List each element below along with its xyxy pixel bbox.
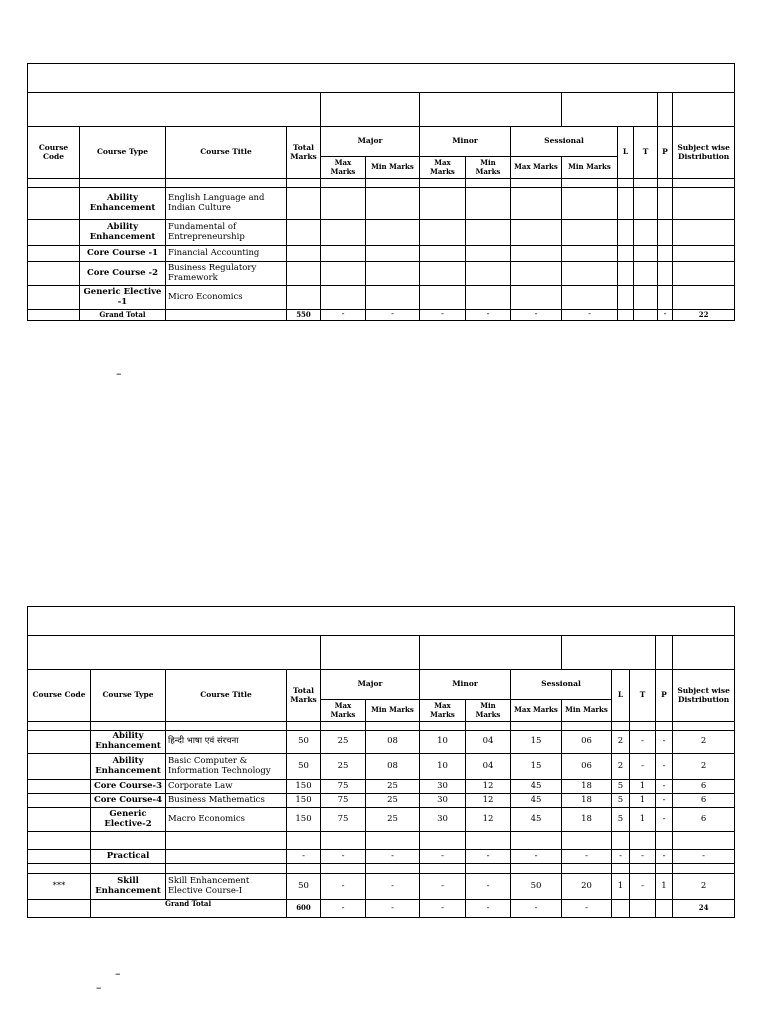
header-course-title: Course Title [166,670,287,722]
header-sessional-max: Max Marks [511,700,562,722]
grand-total-label: Grand Total [80,310,166,321]
dash-mark: – [96,981,102,994]
course-title: Macro Economics [166,808,287,832]
course-type: Skill Enhancement [91,874,166,900]
header-course-type: Course Type [91,670,166,722]
table-row: Core Course-4 Business Mathematics 150 75 25 30 12 45 18 5 1 - 6 [28,794,735,808]
header-sessional-min: Min Marks [562,157,618,179]
dash-mark: – [116,367,122,380]
header-major-max: Max Marks [321,157,366,179]
course-type: Core Course-3 [91,780,166,794]
header-distribution: Subject wise Distribution [673,670,735,722]
table-row: Generic Elective-2 Macro Economics 150 75 25 30 12 45 18 5 1 - 6 [28,808,735,832]
grand-total-marks: 600 [287,900,321,918]
header-total-marks: Total Marks [287,670,321,722]
header-sessional: Sessional [511,127,618,157]
table-row: Core Course-3 Corporate Law 150 75 25 30 12 45 18 5 1 - 6 [28,780,735,794]
header-t: T [634,127,658,179]
header-distribution: Subject wise Distribution [673,127,735,179]
practical-row: Practical - - - - - - - - - - - [28,850,735,864]
header-minor: Minor [420,670,511,700]
dash-mark: – [115,967,121,980]
header-course-code: Course Code [28,127,80,179]
header-sessional-max: Max Marks [511,157,562,179]
header-total-marks: Total Marks [287,127,321,179]
table-row: Ability Enhancement Basic Computer & Information Technology 50 25 08 10 04 15 06 2 - - 2 [28,754,735,780]
header-course-type: Course Type [80,127,166,179]
header-major-max: Max Marks [321,700,366,722]
semester-table-2 [27,606,735,918]
header-major: Major [321,670,420,700]
course-type: Core Course -2 [80,262,166,286]
course-title: Business Regulatory Framework [166,262,287,286]
header-minor-max: Max Marks [420,700,466,722]
course-title: Business Mathematics [166,794,287,808]
header-sessional: Sessional [511,670,612,700]
header-sessional-min: Min Marks [562,700,612,722]
header-major-min: Min Marks [366,700,420,722]
course-title: Micro Economics [166,286,287,310]
grand-total-row: Grand Total 600 - - - - - - 24 [28,900,735,918]
course-type: Ability Enhancement [80,220,166,246]
course-type: Practical [91,850,166,864]
course-title: Corporate Law [166,780,287,794]
table-row [28,188,735,220]
header-p: P [656,670,673,722]
grand-total-marks: 550 [287,310,321,321]
header-course-title: Course Title [166,127,287,179]
header-minor-min: Min Marks [466,157,511,179]
table-2-title-row [28,607,735,636]
table-row [28,246,735,262]
grand-total-distribution: 24 [673,900,735,918]
table-row [28,262,735,286]
course-title: Financial Accounting [166,246,287,262]
course-type: Core Course-4 [91,794,166,808]
grand-total-label: Grand Total [91,900,287,918]
header-major-min: Min Marks [366,157,420,179]
course-title: हिन्दी भाषा एवं संरचना [166,731,287,754]
course-type: Core Course -1 [80,246,166,262]
course-title: Basic Computer & Information Technology [166,754,287,780]
header-p: P [658,127,673,179]
course-type: Ability Enhancement [91,731,166,754]
header-minor-max: Max Marks [420,157,466,179]
course-title: Skill Enhancement Elective Course-I [166,874,287,900]
header-minor-min: Min Marks [466,700,511,722]
course-type: Ability Enhancement [91,754,166,780]
header-major: Major [321,127,420,157]
grand-total-row: Grand Total 550 - - - - - - - 22 [28,310,735,321]
course-code: *** [28,874,91,900]
header-minor: Minor [420,127,511,157]
course-title: Fundamental of Entrepreneurship [166,220,287,246]
header-l: L [618,127,634,179]
semester-table-1 [27,63,735,321]
table-1-title-row [28,64,735,93]
table-row [28,220,735,246]
course-type: Generic Elective -1 [80,286,166,310]
table-row: Ability Enhancement हिन्दी भाषा एवं संरचना 50 25 08 10 04 15 06 2 - - 2 [28,731,735,754]
header-l: L [612,670,630,722]
skill-row: *** Skill Enhancement Skill Enhancement Elective Course-I 50 - - - - 50 20 1 - 1 2 [28,874,735,900]
header-t: T [630,670,656,722]
course-title: English Language and Indian Culture [166,188,287,220]
grand-total-distribution: 22 [673,310,735,321]
course-type: Generic Elective-2 [91,808,166,832]
table-row [28,286,735,310]
header-course-code: Course Code [28,670,91,722]
course-type: Ability Enhancement [80,188,166,220]
